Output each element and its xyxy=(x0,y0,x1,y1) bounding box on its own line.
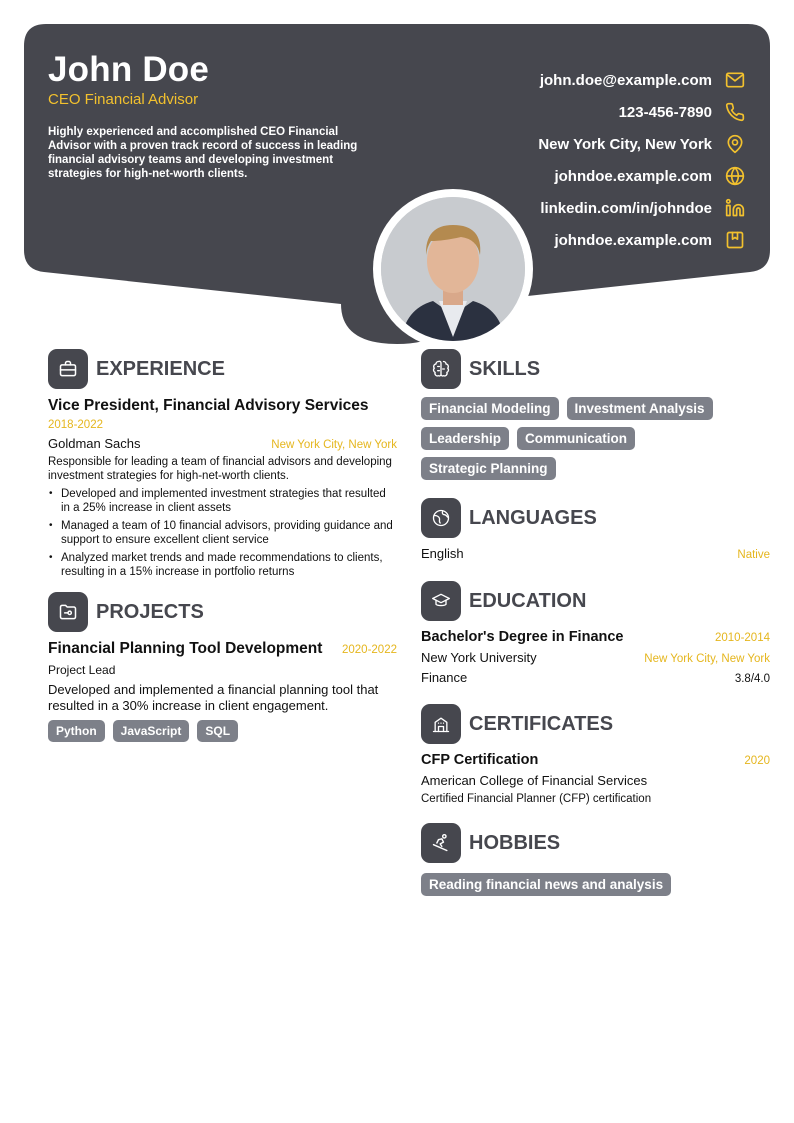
education-section xyxy=(421,581,770,686)
contact-email-text[interactable]: john.doe@example.com xyxy=(539,71,712,89)
briefcase-icon xyxy=(48,349,88,389)
project-item xyxy=(48,640,397,742)
projects-section xyxy=(48,592,397,742)
contact-portfolio-text[interactable]: johndoe.example.com xyxy=(554,231,712,249)
languages-title: LANGUAGES xyxy=(469,506,597,529)
certificate-issuer: American College of Financial Services xyxy=(421,773,648,788)
contact-email[interactable] xyxy=(406,64,746,96)
hobbies-section xyxy=(421,823,770,896)
contact-phone[interactable] xyxy=(406,96,746,128)
certificate-name: CFP Certification xyxy=(421,752,539,768)
experience-bullets xyxy=(48,487,397,579)
certificates-header xyxy=(421,704,770,744)
language-globe-icon xyxy=(421,498,461,538)
education-item xyxy=(421,629,770,686)
skills-header xyxy=(421,349,770,389)
certificate-item xyxy=(421,752,770,806)
contact-location-text: New York City, New York xyxy=(538,135,712,153)
candidate-title: CEO Financial Advisor xyxy=(48,91,199,108)
bookmark-icon xyxy=(724,229,746,251)
skill-tag: Leadership xyxy=(421,427,509,450)
experience-summary: Responsible for leading a team of financial advisors and developing investment strategies for high-net-worth clients. xyxy=(48,456,392,482)
left-column xyxy=(48,349,397,742)
skill-tag: Strategic Planning xyxy=(421,457,556,480)
project-name: Financial Planning Tool Development xyxy=(48,640,323,657)
hobbies-tags xyxy=(421,873,770,896)
hobbies-title: HOBBIES xyxy=(469,831,561,854)
projects-title: PROJECTS xyxy=(96,600,204,623)
experience-company: Goldman Sachs xyxy=(48,436,141,451)
project-tags xyxy=(48,720,397,742)
candidate-name: John Doe xyxy=(48,50,210,89)
globe-icon xyxy=(724,165,746,187)
phone-icon xyxy=(724,101,746,123)
skills-title: SKILLS xyxy=(469,357,541,380)
certificates-section xyxy=(421,704,770,806)
contact-website[interactable] xyxy=(406,160,746,192)
skiing-icon xyxy=(421,823,461,863)
contact-website-text[interactable]: johndoe.example.com xyxy=(554,167,712,185)
candidate-summary: Highly experienced and accomplished CEO Financial Advisor with a proven track record of success in leading financial advisory teams and developing investment strategies for high-net-worth clients. xyxy=(48,126,358,180)
experience-role: Vice President, Financial Advisory Services xyxy=(48,397,369,414)
education-school: New York University xyxy=(421,650,537,665)
experience-title: EXPERIENCE xyxy=(96,357,225,380)
experience-location: New York City, New York xyxy=(271,439,397,451)
education-title: EDUCATION xyxy=(469,589,587,612)
right-column xyxy=(421,349,770,896)
list-item: • Analyzed market trends and made recommendations to clients, resulting in a 15% increase in portfolio returns xyxy=(48,551,397,579)
building-icon xyxy=(421,704,461,744)
language-item xyxy=(421,546,770,561)
project-description: Developed and implemented a financial planning tool that resulted in a 30% increase in client engagement. xyxy=(48,682,379,713)
education-field: Finance xyxy=(421,670,468,685)
certificate-year: 2020 xyxy=(744,755,770,767)
location-pin-icon xyxy=(724,133,746,155)
education-header xyxy=(421,581,770,621)
hobby-tag: Reading financial news and analysis xyxy=(421,873,671,896)
experience-header xyxy=(48,349,397,389)
tech-tag: JavaScript xyxy=(113,720,190,742)
skills-tags xyxy=(421,397,770,480)
projects-header xyxy=(48,592,397,632)
education-location: New York City, New York xyxy=(644,653,770,665)
linkedin-icon xyxy=(724,197,746,219)
resume-header xyxy=(24,24,770,344)
avatar xyxy=(381,197,525,341)
education-gpa: 3.8/4.0 xyxy=(734,673,770,685)
certificate-description: Certified Financial Planner (CFP) certification xyxy=(421,793,652,805)
project-role: Project Lead xyxy=(48,663,116,677)
profile-photo xyxy=(373,189,533,349)
contact-phone-text[interactable]: 123-456-7890 xyxy=(618,103,712,121)
project-dates: 2020-2022 xyxy=(342,644,397,656)
skill-tag: Communication xyxy=(517,427,635,450)
skill-tag: Investment Analysis xyxy=(567,397,713,420)
language-name: English xyxy=(421,546,464,561)
list-item: • Developed and implemented investment strategies that resulted in a 25% increase in client assets xyxy=(48,487,397,515)
certificates-title: CERTIFICATES xyxy=(469,712,614,735)
folder-icon xyxy=(48,592,88,632)
contact-location xyxy=(406,128,746,160)
education-dates: 2010-2014 xyxy=(715,632,770,644)
skills-section xyxy=(421,349,770,480)
experience-item xyxy=(48,397,397,579)
language-level: Native xyxy=(737,549,770,561)
languages-section xyxy=(421,498,770,561)
graduation-cap-icon xyxy=(421,581,461,621)
education-degree: Bachelor's Degree in Finance xyxy=(421,629,624,645)
skill-tag: Financial Modeling xyxy=(421,397,559,420)
contact-linkedin-text[interactable]: linkedin.com/in/johndoe xyxy=(540,199,712,217)
experience-section xyxy=(48,349,397,579)
languages-header xyxy=(421,498,770,538)
list-item: • Managed a team of 10 financial advisors, providing guidance and support to ensure excellent client service xyxy=(48,519,397,547)
experience-dates: 2018-2022 xyxy=(48,419,103,431)
tech-tag: Python xyxy=(48,720,105,742)
mail-icon xyxy=(724,69,746,91)
tech-tag: SQL xyxy=(197,720,238,742)
brain-icon xyxy=(421,349,461,389)
hobbies-header xyxy=(421,823,770,863)
